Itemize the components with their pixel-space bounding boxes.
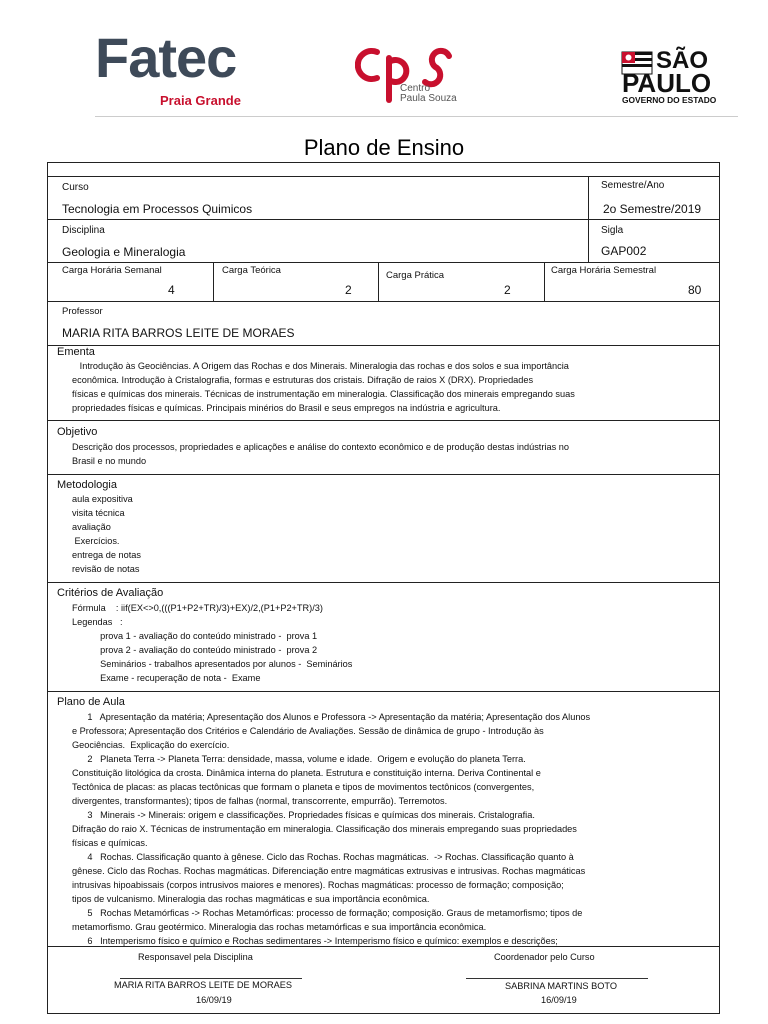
responsavel-signature-line <box>120 978 302 979</box>
ch-teorica-label: Carga Teórica <box>222 265 281 276</box>
coordenador-label: Coordenador pelo Curso <box>494 952 595 962</box>
objetivo-body: Descrição dos processos, propriedades e aplicações e análise do contexto econômico e de produção destas indústrias no Brasil e no mundo <box>72 442 569 466</box>
ementa-title: Ementa <box>57 346 95 358</box>
metodologia-title: Metodologia <box>57 479 117 491</box>
ch-teorica-value: 2 <box>345 283 352 297</box>
coordenador-date: 16/09/19 <box>541 995 577 1005</box>
disciplina-value: Geologia e Mineralogia <box>62 245 186 259</box>
professor-label: Professor <box>62 306 103 317</box>
page-title: Plano de Ensino <box>303 135 465 160</box>
sp-logo-line-2: PAULO <box>622 68 712 98</box>
fatec-campus-text: Praia Grande <box>160 93 241 108</box>
metodologia-body: aula expositiva visita técnica avaliação Exercícios. entrega de notas revisão de notas <box>72 494 141 574</box>
row-divider <box>48 474 719 475</box>
row-divider <box>48 420 719 421</box>
teaching-plan-form <box>47 162 720 1014</box>
row-divider <box>48 262 719 263</box>
ch-semanal-label: Carga Horária Semanal <box>62 265 162 276</box>
fatec-logo-text: Fatec <box>95 26 237 89</box>
row-divider <box>48 219 719 220</box>
criterios-title: Critérios de Avaliação <box>57 587 164 599</box>
cps-caption-line-2: Paula Souza <box>400 93 457 104</box>
responsavel-name: MARIA RITA BARROS LEITE DE MORAES <box>114 980 293 990</box>
header-divider <box>95 116 738 117</box>
col-divider <box>588 176 589 262</box>
sp-logo-line-1: SÃO <box>656 47 709 74</box>
coordenador-signature-line <box>466 978 648 979</box>
sigla-label: Sigla <box>601 225 624 236</box>
semestre-label: Semestre/Ano <box>601 180 665 191</box>
cps-caption-line-1: Centro <box>400 83 431 94</box>
semestre-value: 2o Semestre/2019 <box>603 202 702 216</box>
ch-pratica-label: Carga Prática <box>386 270 445 281</box>
responsavel-date: 16/09/19 <box>196 995 232 1005</box>
row-divider <box>48 301 719 302</box>
ementa-body: Introdução às Geociências. A Origem das Rochas e dos Minerais. Mineralogia das rochas e dos solos e sua importância econômica. Introdução à Cristalografia, formas e estruturas dos cristais. Difração de raios X (DRX). Propriedades físicas e químicas dos minerais. Técnicas de instrumentação em mineralogia. Classificação dos minerais empregando suas propriedades físicas e químicas. Principais minérios do Brasil e seus empregos na indústria e agricultura. <box>72 361 575 413</box>
ch-pratica-value: 2 <box>504 283 511 297</box>
row-divider <box>48 582 719 583</box>
sp-logo-line-3: GOVERNO DO ESTADO <box>622 95 717 105</box>
sao-paulo-logo-icon <box>620 44 730 106</box>
coordenador-name: SABRINA MARTINS BOTO <box>505 981 617 991</box>
row-divider <box>48 176 719 177</box>
ch-semanal-value: 4 <box>168 283 175 297</box>
plano-title: Plano de Aula <box>57 696 125 708</box>
objetivo-title: Objetivo <box>57 426 98 438</box>
responsavel-label: Responsavel pela Disciplina <box>138 952 253 962</box>
curso-label: Curso <box>62 182 89 193</box>
sigla-value: GAP002 <box>601 244 647 258</box>
col-divider <box>378 262 379 301</box>
professor-value: MARIA RITA BARROS LEITE DE MORAES <box>62 326 295 340</box>
row-divider <box>48 345 719 346</box>
col-divider <box>213 262 214 301</box>
criterios-body: Fórmula : iif(EX<>0,(((P1+P2+TR)/3)+EX)/2,(P1+P2+TR)/3) Legendas : prova 1 - avaliação do conteúdo ministrado - prova 1 prova 2 - avaliação do conteúdo ministrado - prova 2 Seminários - trabalhos apresentados por alunos - Seminários Exame - recuperação de nota - Exame <box>72 603 353 683</box>
plano-body: 1 Apresentação da matéria; Apresentação dos Alunos e Professora -> Apresentação da matéria; Apresentação dos Alunos e Professora; Apresentação dos Critérios e Calendário de Avaliações. Sessão de dinâmica de grupo - Introdução às Geociências. Explicação do exercício. 2 Planeta Terra -> Planeta Terra: densidade, massa, volume e idade. Origem e evolução do planeta Terra. Constituição litológica da crosta. Dinâmica interna do planeta. Estrutura e constituição interna. Deriva Continental e Tectônica de placas: as placas tectônicas que formam o planeta e tipos de movimentos tectônicos (convergentes, divergentes, transformantes); tipos de falhas (normal, transcorrente, empurrão). Terremotos. 3 Minerais -> Minerais: origem e classificações. Propriedades físicas e químicas dos minerais. Cristalografia. Difração do raio X. Técnicas de instrumentação em mineralogia. Classificação dos minerais empregando suas propriedades físicas e químicas. 4 Rochas. Classificação quanto à gênese. Ciclo das Rochas. Rochas magmáticas. -> Rochas. Classificação quanto à gênese. Ciclo das Rochas. Rochas magmáticas. Diferenciação entre magmáticas extrusivas e intrusivas. Rochas magmáticas intrusivas hipoabissais (corpos intrusivos maiores e menores). Rochas magmáticas: processo de formação; composição; tipos de vulcanismo. Mineralogia das rochas magmáticas e sua importância econômica. 5 Rochas Metamórficas -> Rochas Metamórficas: processo de formação; composição. Graus de metamorfismo; tipos de metamorfismo. Grau geotérmico. Mineralogia das rochas metamórficas e sua importância econômica. 6 Intemperismo físico e químico e Rochas sedimentares -> Intemperismo físico e químico: exemplos e descrições; <box>72 712 591 946</box>
cps-logo-caption <box>400 84 457 104</box>
ch-semestral-label: Carga Horária Semestral <box>551 265 657 276</box>
col-divider <box>544 262 545 301</box>
disciplina-label: Disciplina <box>62 225 105 236</box>
row-divider <box>48 691 719 692</box>
curso-value: Tecnologia em Processos Quimicos <box>62 202 253 216</box>
ch-semestral-value: 80 <box>688 283 702 297</box>
